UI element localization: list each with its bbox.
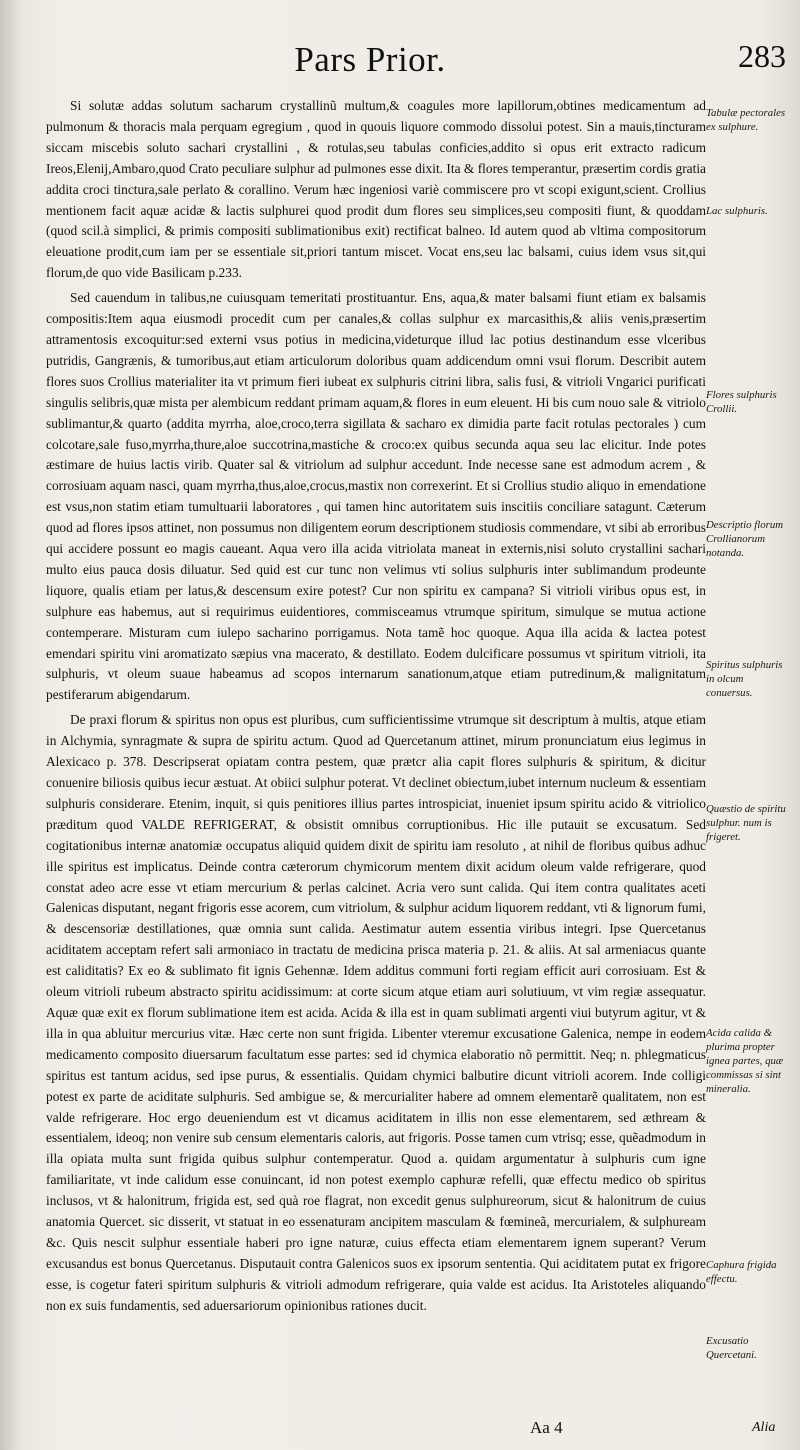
paragraph-3: De praxi florum & spiritus non opus est pluribus, cum sufficientissime vtrumque sit descriptum à multis, atque etiam in Alchymia, synragmate & supra de spiritu actum. Quod ad Quercetanum attinet, mirum pronunciatum eius legimus in Alexicaco p. 378. Descripserat opiatam contra pestem, quæ prætcr alia capit flores sulphuris & spiritum, & dicitur conuenire biliosis quibus iecur æstuat. At obiici sulphur poterat. Vt declinet obiectum,iubet internum nucleum & essentiam sulphuris considerare. Etenim, inquit, si quis penitiores illius partes introspiciat, inueniet ipsum spiritu acido & vitriolico præditum quod VALDE REFRIGERAT, & obsistit omnibus corruptionibus. Hic ille putauit se excusatum. Sed cogitationibus internæ anatomiæ occupatus aliquid quidem dixit de spiritu iam resoluto , at nihil de floribus quibus adhuc ille spiritus est implicatus. Deinde contra cæterorum chymicorum mentem dixit acidum oleum valde refrigerare, quod constat adeo acre esse vt etiam mercurium & perlas calcinet. Acria vero sunt calida. Qui item contra qualitates aceti Galenicas disputant, negant frigoris esse acorem, cum vitriolum, & sulphur acidum liquorem reddant, vti & lignorum fumi, & descensoriæ destillationes, quæ omnia sunt calida. Aestimatur autem essentia viribus integri. Ipse Quercetanus aciditatem acceptam refert sali armoniaco in tractatu de medicina prisca materia p. 21. & aliis. At sal armeniacus quante est caliditatis? Ex eo & sublimato fit ignis Gehennæ. Idem additus communi forti regiam efficit auri corrosiuam. Est & oleum vitrioli rubeum abstracto spiritu acidissimum: at corte sicum atque etiam auri solutiuum, vt vim regiæ assequatur. Aquæ quæ exit ex florum sublimatione item est acida. Acida & illa est in quam sublimati argenti viui butyrum agitur, vt & illa in qua abluitur mercurius vitæ. Hæc certe non sunt frigida. Libenter vteremur excusatione Galenica, nempe in eodem medicamento composito diuersarum facultatum esse partes: sed id chymica elaboratio nõ permittit. Neq; n. phlegmaticus spiritus est tantum acidus, sed ipse purus, & essentialis. Quidam chymici balbutire dicunt vitrioli acorem. Inde colligi potest ex parte de aciditate sulphuris. Sed ambigue se, & mercurialiter habere ad omnem elementarẽ qualitatem, non est valde refrigerare. Hoc ergo deueniendum est vt dicamus aciditatem in illis non esse elementarem, sed æthream & essentialem, ideoq; non venire sub censum elementaris caloris, aut frigoris. Posse tamen cum vtrisq; esse, quẽadmodum in illa opiata multa sunt frigida quibus sulphur contemperatur. Quod a. quidam argumentatur à sulphuris cum igne familiaritate, vt inde calidum esse conuincant, id non potest exemplo caphuræ refelli, quæ effectu medico ob spiritus inclusos, vt & halonitrum, frigida est, sed quà roe flagrat, non excedit genus sulphureorum, sicut & halonitrum de cuius anatomia Quercet. sic disserit, vt statuat in eo essenaturam ancipitem masculam & fœmineã, mercurialem, & sulphuream &c. Quis nescit sulphur essentiale haberi pro igne naturæ, cuius effecta etiam elementarem ignem superant? Verum excusandus est bonus Quercetanus. Disputauit contra Galenicos suos ex ipsorum sententia. Qui aciditatem putat ex frigore esse, is cogetur fateri spiritum sulphuris & vitrioli admodum refrigerare, quia valde est acidus. Ita Aristoteles aliquando non ex suis fundamentis, sed aduersariorum opinionibus rationes ducit. (46, 712, 706, 1313)
page-header (0, 38, 800, 88)
paragraph-2: Sed cauendum in talibus,ne cuiusquam temeritati prostituantur. Ens, aqua,& mater balsami fiunt etiam ex balsamis compositis:Item aqua eiusmodi procedit cum per canales,& collas sulphur ex marcasithis,& aliis venis,præsertim attramentosis excoquitur:sed externi vsus potius in medicina,videturque illud lac potius destinandum esse vlceribus putridis, Gangrænis, & tumoribus,aut etiam articulorum doloribus quam addicendum omni vsui florum. Describit autem flores suos Crollius materialiter ita vt primum fieri iubeat ex sulphuris citrini libra, salis fusi, & vitrioli Vngarici purificati singulis selibris,quæ mista per alembicum reddant primam aquam,& flores in eum eleuent. Hi bis cum nouo sale & vitriolo sublimantur,& quarto (addita myrrha, aloe,croco,terra sigillata & sacharo ex dimidia parte facit rotulas pectorales ) cum colcotare,sale fuso,myrrha,thure,aloe succotrina,mastiche & croco:ex quibus secunda aqua seu lac elicitur. Inde potes æstimare de huius lactis virib. Quater sal & vitriolum ad sulphur accedunt. Inde necesse sane est admodum acrem , & corrosiuam aquam nasci, quam myrrha,thus,aloe,crocus,mastix non correxerint. Et si Crollius studio aliquo in emendatione est vsus,non statim etiam tumultuarii laboratores , qui tamen hinc autoritatem suis inscitiis conciliare satagunt. Cæterum quod ad flores ipsos attinet, non possumus non diligentem eorum descriptionem studiosis commendare, vt sibi ab erroribus qui accidere possunt eo magis caueant. Aqua vero illa acida vitriolata maneat in externis,nisi soluto crystallini sachari multo eius pauca dosis diluatur. Sed quid est cur tunc non velimus vti solius sulphuris inter sublimandum prodeunte liquore, qualis etiam per latus,& descensum exire potest? Cur non spiritu ex campana? Si vitrioli viribus opus est, in sulphure eas habemus, aut si requirimus euidentiores, commisceamus vtrumque spiritum, simulque se mutua actione contemperare. Misturam cum iulepo sacharino porrigamus. Nota tamẽ hoc quoque. Aqua illa acida & lactea potest emendari spiritu vini aromatizato sæpius vna macerato, & destillato. Eodem dulcificare possumus vt spiritum vitrioli, ita sulphuris, vt oleum suaue habeamus ad scopos internarum sanationum,atque etiam putredinum,& malignitatum pestiferarum abigendarum. (46, 290, 706, 703)
catchword: Alia (752, 1420, 776, 1435)
margin-note-flores-crollii: Flores sulphuris Crollii. (706, 389, 777, 415)
page-footer (0, 1418, 800, 1446)
margin-note-quaestio: Quæstio de spiritu sulphur. num is frigeret. (706, 803, 786, 843)
margin-note-acida-calida: Acida calida & plurima propter ignea partes, quæ commissas si sint mineralia. (706, 1027, 784, 1095)
margin-note-caphura: Caphura frigida effectu. (706, 1259, 777, 1285)
signature-mark: Aa 4 (530, 1418, 563, 1437)
margin-note-tabulae: Tabulæ pectorales ex sulphure. (706, 107, 786, 133)
margin-note-excusatio: Excusatio Quercetani. (706, 1335, 757, 1361)
paragraph-1: Si solutæ addas solutum sacharum crystallinũ multum,& coagules more lapillorum,obtines medicamentum ad pulmonum & thoracis mala perquam egregium , quod in quouis liquore commodo dissolui potest. Sin a mauis,tincturam siccam miscebis soluto sachari crystallini , & rotulas,seu tabulas conficies,addito si opus erit extracto radicum Ireos,Elenij,Ambaro,quod Crato peculiare sulphur ad pulmones esse dixit. Ita & flores temperantur, præsertim cordis gratia addita croci tinctura,sale perlato & corallino. Verum hæc ingeniosi variè commiscere pro vt scopi exigunt,scient. Crollius mentionem facit aquæ acidæ & lactis sulphurei quod prodit dum flores seu simplices,seu compositi fiunt, & quoddam (quod scil.à simplici, & primis compositi sublimationibus exit) rectificat balneo. Id autem quod ab vltima compositorum eleuatione prodit,cum iam per se essentiale sit,priori tantum miscet. Vocat ens,seu lac balsami, cuius idem vsus sit,qui florum,de quo vide Basilicam p.233. (46, 98, 706, 281)
page-number: 283 (738, 38, 786, 74)
running-title: Pars Prior. (294, 40, 446, 79)
margin-note-lac-sulphuris: Lac sulphuris. (706, 205, 768, 217)
margin-notes (706, 96, 792, 1426)
margin-note-spiritus: Spiritus sulphuris in olcum conuersus. (706, 659, 783, 699)
margin-note-descriptio: Descriptio florum Crollianorum notanda. (706, 519, 784, 559)
body-text (46, 96, 706, 1426)
